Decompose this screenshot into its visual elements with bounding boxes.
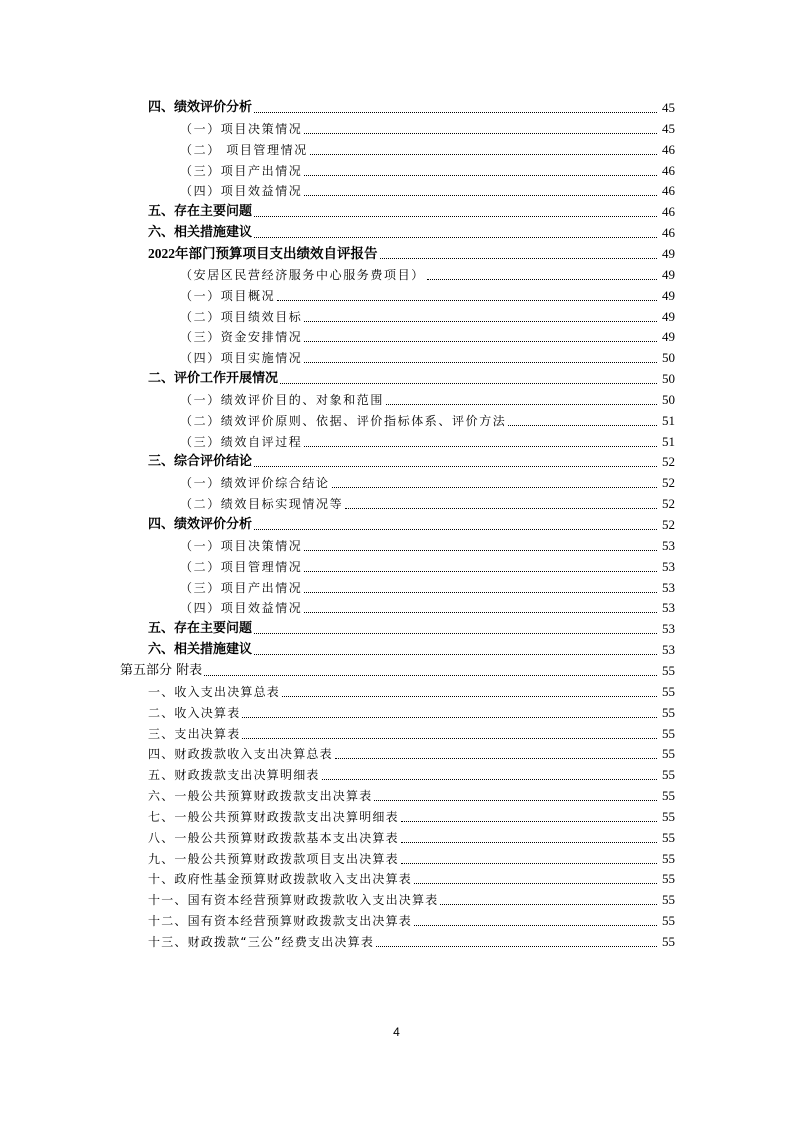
- toc-dot-leader: [242, 737, 657, 739]
- toc-entry-page: 55: [662, 850, 675, 866]
- toc-entry[interactable]: [180, 325, 675, 345]
- toc-entry-page: 55: [662, 829, 675, 845]
- toc-dot-leader: [254, 465, 657, 467]
- toc-entry-page: 50: [662, 350, 675, 366]
- toc-dot-leader: [304, 445, 657, 447]
- toc-entry-page: 52: [662, 454, 675, 470]
- toc-entry-title: 六、相关措施建议: [148, 642, 253, 658]
- toc-entry[interactable]: [148, 909, 675, 929]
- toc-entry[interactable]: [148, 450, 675, 470]
- toc-entry-title: 第五部分 附表: [120, 662, 203, 678]
- toc-entry-page: 55: [662, 913, 675, 929]
- toc-entry[interactable]: [148, 200, 675, 220]
- toc-entry[interactable]: [180, 305, 675, 325]
- toc-dot-leader: [280, 382, 657, 384]
- toc-entry[interactable]: [148, 513, 675, 533]
- toc-entry-title: （二）项目管理情况: [180, 559, 303, 574]
- toc-dot-leader: [335, 757, 657, 759]
- toc-entry-title: 六、一般公共预算财政拨款支出决算表: [148, 789, 373, 804]
- toc-dot-leader: [374, 799, 657, 801]
- toc-dot-leader: [322, 778, 657, 780]
- toc-entry-title: （三）绩效自评过程: [180, 434, 303, 449]
- toc-dot-leader: [304, 611, 657, 613]
- toc-entry[interactable]: [180, 284, 675, 304]
- toc-entry-title: 四、绩效评价分析: [148, 100, 253, 115]
- toc-entry[interactable]: [148, 784, 675, 804]
- toc-dot-leader: [376, 945, 657, 947]
- toc-entry[interactable]: [148, 680, 675, 700]
- toc-entry-page: 51: [662, 433, 675, 449]
- toc-entry-title: 四、财政拨款收入支出决算总表: [148, 747, 333, 762]
- toc-entry-title: 五、存在主要问题: [148, 204, 253, 220]
- toc-entry-title: （二）项目绩效目标: [180, 309, 303, 324]
- toc-entry-page: 55: [662, 767, 675, 783]
- toc-dot-leader: [414, 882, 657, 884]
- toc-dot-leader: [304, 174, 657, 176]
- toc-dot-leader: [304, 132, 657, 134]
- toc-entry-page: 52: [662, 496, 675, 512]
- toc-entry-title: （一）绩效评价综合结论: [180, 476, 330, 491]
- toc-entry[interactable]: [148, 867, 675, 887]
- toc-entry-title: 十二、国有资本经营预算财政拨款支出决算表: [148, 914, 413, 929]
- toc-entry[interactable]: [180, 555, 675, 575]
- toc-entry[interactable]: [180, 596, 675, 616]
- toc-entry-title: （二） 项目管理情况: [180, 142, 308, 157]
- toc-entry[interactable]: [180, 471, 675, 491]
- page-number: 4: [393, 1025, 400, 1039]
- toc-entry-page: 55: [662, 871, 675, 887]
- toc-entry-page: 53: [662, 621, 675, 637]
- toc-entry[interactable]: [180, 263, 675, 283]
- toc-entry-title: （三）项目产出情况: [180, 580, 303, 595]
- toc-entry-page: 46: [662, 225, 675, 241]
- toc-entry-page: 50: [662, 391, 675, 407]
- toc-dot-leader: [401, 862, 657, 864]
- toc-entry-page: 55: [662, 683, 675, 699]
- toc-entry[interactable]: [148, 847, 675, 867]
- toc-entry-title: （四）项目实施情况: [180, 351, 303, 366]
- toc-entry-title: 2022年部门预算项目支出绩效自评报告: [148, 245, 378, 261]
- toc-entry[interactable]: [148, 742, 675, 762]
- toc-dot-leader: [304, 320, 657, 322]
- toc-entry-page: 53: [662, 537, 675, 553]
- toc-entry[interactable]: [148, 242, 675, 262]
- toc-entry-title: （二）绩效评价原则、依据、评价指标体系、评价方法: [180, 413, 507, 428]
- toc-entry-title: （一）项目概况: [180, 288, 276, 303]
- toc-dot-leader: [282, 695, 657, 697]
- toc-entry-page: 55: [662, 808, 675, 824]
- toc-dot-leader: [254, 111, 657, 113]
- toc-entry-page: 53: [662, 600, 675, 616]
- toc-entry-page: 46: [662, 141, 675, 157]
- toc-entry-title: （安居区民营经济服务中心服务费项目）: [180, 267, 425, 282]
- toc-entry-title: 九、一般公共预算财政拨款项目支出决算表: [148, 851, 399, 866]
- toc-entry-page: 53: [662, 642, 675, 658]
- toc-entry-page: 45: [662, 120, 675, 136]
- toc-entry[interactable]: [180, 159, 675, 179]
- toc-entry[interactable]: [180, 534, 675, 554]
- toc-dot-leader: [414, 924, 657, 926]
- toc-entry-title: 十、政府性基金预算财政拨款收入支出决算表: [148, 872, 413, 887]
- toc-entry[interactable]: [148, 367, 675, 387]
- toc-entry-page: 55: [662, 788, 675, 804]
- toc-entry-page: 49: [662, 329, 675, 345]
- toc-entry-title: （四）项目效益情况: [180, 601, 303, 616]
- toc-dot-leader: [401, 820, 657, 822]
- toc-dot-leader: [254, 632, 657, 634]
- toc-entry-page: 46: [662, 162, 675, 178]
- toc-entry-page: 49: [662, 308, 675, 324]
- toc-entry[interactable]: [180, 388, 675, 408]
- toc-entry-page: 53: [662, 558, 675, 574]
- toc-entry-page: 55: [662, 704, 675, 720]
- toc-entry-title: 五、存在主要问题: [148, 621, 253, 637]
- toc-entry[interactable]: [120, 659, 675, 679]
- toc-entry-title: （一）项目决策情况: [180, 121, 303, 136]
- toc-entry-title: 六、相关措施建议: [148, 225, 253, 241]
- toc-entry[interactable]: [148, 763, 675, 783]
- toc-entry-title: 十三、财政拨款“三公”经费支出决算表: [148, 935, 375, 949]
- toc-entry-title: 五、财政拨款支出决算明细表: [148, 768, 320, 783]
- toc-entry[interactable]: [180, 179, 675, 199]
- toc-entry-page: 55: [662, 934, 675, 949]
- toc-dot-leader: [508, 424, 657, 426]
- toc-entry[interactable]: [148, 888, 675, 908]
- toc-dot-leader: [242, 716, 657, 718]
- toc-entry-page: 55: [662, 725, 675, 741]
- toc-dot-leader: [254, 236, 657, 238]
- toc-entry-title: （一）项目决策情况: [180, 538, 303, 553]
- toc-dot-leader: [204, 674, 657, 676]
- toc-entry-page: 49: [662, 266, 675, 282]
- toc-dot-leader: [332, 486, 657, 488]
- toc-entry[interactable]: [180, 430, 675, 450]
- toc-dot-leader: [304, 361, 657, 363]
- toc-entry-page: 49: [662, 245, 675, 261]
- toc-dot-leader: [304, 194, 657, 196]
- toc-entry-page: 55: [662, 662, 675, 678]
- toc-entry-title: （三）资金安排情况: [180, 330, 303, 345]
- toc-entry[interactable]: [180, 409, 675, 429]
- toc-entry-page: 55: [662, 746, 675, 762]
- toc-dot-leader: [440, 903, 657, 905]
- toc-dot-leader: [277, 299, 657, 301]
- toc-dot-leader: [304, 549, 657, 551]
- toc-entry-page: 51: [662, 412, 675, 428]
- toc-dot-leader: [254, 215, 657, 217]
- toc-entry[interactable]: [180, 576, 675, 596]
- toc-entry-title: 三、支出决算表: [148, 726, 241, 741]
- toc-entry[interactable]: [148, 930, 675, 950]
- toc-entry[interactable]: [148, 638, 675, 658]
- toc-entry[interactable]: [180, 117, 675, 137]
- toc-entry-title: 三、综合评价结论: [148, 454, 253, 470]
- toc-dot-leader: [304, 591, 657, 593]
- toc-entry-title: 七、一般公共预算财政拨款支出决算明细表: [148, 809, 399, 824]
- toc-dot-leader: [254, 653, 657, 655]
- toc-entry[interactable]: [180, 346, 675, 366]
- toc-entry-page: 45: [662, 100, 675, 115]
- toc-entry[interactable]: [148, 826, 675, 846]
- toc-entry[interactable]: [148, 96, 675, 116]
- toc-entry-title: 一、收入支出决算总表: [148, 684, 281, 699]
- toc-dot-leader: [401, 841, 657, 843]
- toc-entry-title: 八、一般公共预算财政拨款基本支出决算表: [148, 830, 399, 845]
- toc-dot-leader: [345, 507, 657, 509]
- toc-entry-page: 55: [662, 892, 675, 908]
- toc-entry[interactable]: [180, 138, 675, 158]
- toc-entry[interactable]: [180, 492, 675, 512]
- toc-dot-leader: [304, 340, 657, 342]
- toc-entry-title: （二）绩效目标实现情况等: [180, 497, 344, 512]
- toc-entry-page: 53: [662, 579, 675, 595]
- toc-dot-leader: [427, 278, 657, 280]
- toc-entry[interactable]: [148, 221, 675, 241]
- toc-entry-title: 十一、国有资本经营预算财政拨款收入支出决算表: [148, 893, 439, 908]
- toc-entry[interactable]: [148, 722, 675, 742]
- toc-entry[interactable]: [148, 617, 675, 637]
- toc-entry-title: （一）绩效评价目的、对象和范围: [180, 392, 385, 407]
- toc-entry-title: （三）项目产出情况: [180, 163, 303, 178]
- toc-entry[interactable]: [148, 701, 675, 721]
- toc-entry-title: 二、评价工作开展情况: [148, 371, 279, 387]
- toc-dot-leader: [304, 570, 657, 572]
- toc-dot-leader: [386, 403, 657, 405]
- toc-entry-page: 50: [662, 371, 675, 387]
- toc-entry-title: 二、收入决算表: [148, 705, 241, 720]
- toc-entry-page: 46: [662, 183, 675, 199]
- toc-entry-page: 49: [662, 287, 675, 303]
- toc-entry-page: 52: [662, 517, 675, 532]
- toc-entry-title: （四）项目效益情况: [180, 184, 303, 199]
- toc-dot-leader: [254, 528, 657, 530]
- toc-entry[interactable]: [148, 805, 675, 825]
- toc-dot-leader: [310, 153, 657, 155]
- toc-entry-title: 四、绩效评价分析: [148, 517, 253, 532]
- toc-dot-leader: [380, 257, 658, 259]
- toc-entry-page: 52: [662, 475, 675, 491]
- toc-entry-page: 46: [662, 204, 675, 220]
